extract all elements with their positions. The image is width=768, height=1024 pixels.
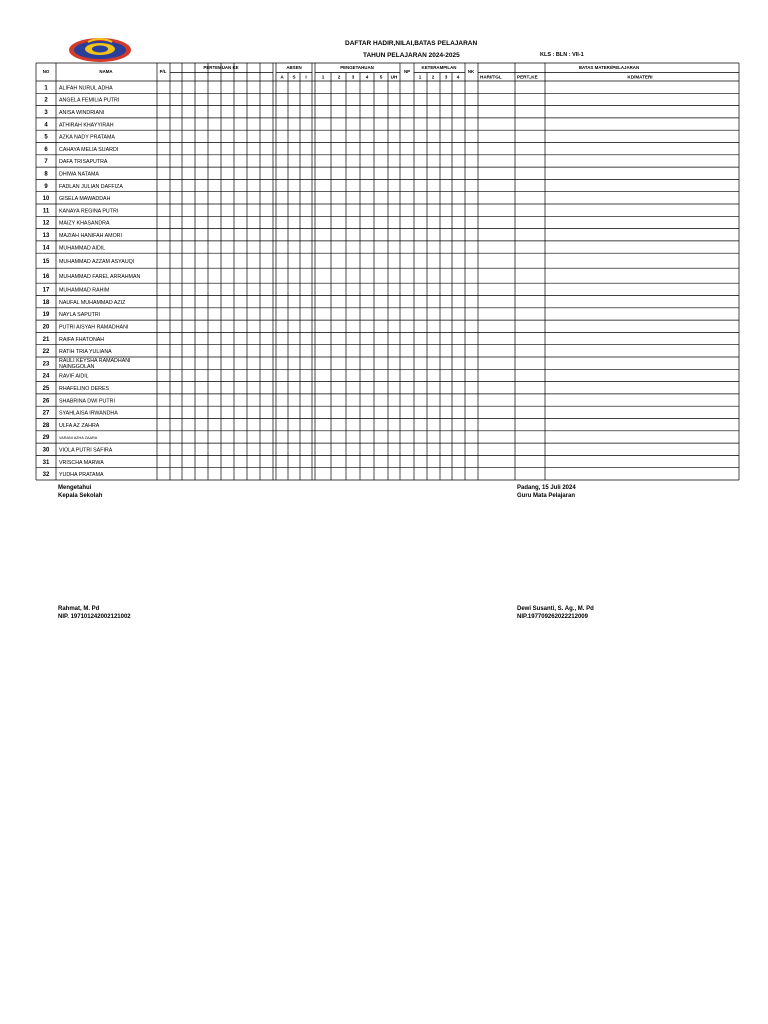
student-name: CAHAYA MELIA SUARDI [59, 146, 119, 153]
student-no: 11 [42, 208, 50, 215]
student-no: 5 [44, 134, 48, 141]
document-title: DAFTAR HADIR,NILAI,BATAS PELAJARAN [345, 40, 478, 47]
batas-sub-pertemuan: PERT.,KE [517, 74, 538, 80]
student-name: ATHIRAH KHAYYIRAH [59, 122, 114, 129]
pengetahuan-sub-label: 4 [365, 74, 369, 80]
header-pl: P/L [159, 69, 167, 74]
absen-sub-label: S [292, 74, 296, 80]
header-nk: NK [467, 69, 475, 74]
academic-year: TAHUN PELAJARAN 2024-2025 [363, 52, 460, 59]
student-no: 24 [42, 373, 50, 380]
pengetahuan-sub-label: 3 [351, 74, 355, 80]
principal-nip: NIP. 197101242002121002 [58, 613, 131, 620]
student-no: 15 [42, 258, 50, 265]
student-no: 23 [42, 361, 50, 368]
student-name: RAVIF AIDIL [59, 373, 89, 380]
student-name: AZKA NADY PRATAMA [59, 134, 115, 141]
header-absen: ABSEN [286, 65, 302, 70]
pengetahuan-sub-label: 1 [321, 74, 325, 80]
student-name: RAIFA FHATONAH [59, 336, 105, 343]
absen-sub-label: I [305, 74, 307, 80]
header-pengetahuan: PENGETAHUAN [340, 65, 374, 70]
header-nama: NAMA [99, 69, 113, 74]
pengetahuan-sub-label: 5 [379, 74, 383, 80]
student-no: 6 [44, 146, 48, 153]
place-date: Padang, 15 Juli 2024 [517, 485, 576, 491]
student-no: 22 [42, 349, 50, 356]
student-name: MUHAMMAD FAREL ARRAHMAN [59, 273, 141, 280]
student-name: VARANI AZHA ZAARA [59, 436, 98, 441]
student-name: PUTRI AISYAH RAMADHANI [59, 324, 129, 331]
student-name: ANISA WINDRIANI [59, 109, 105, 116]
student-no: 27 [42, 410, 50, 417]
student-name: RHAFELINO DERES [59, 385, 110, 392]
student-no: 16 [42, 273, 50, 280]
student-no: 13 [42, 232, 50, 239]
student-no: 9 [44, 183, 48, 190]
header-no: NO [42, 69, 50, 74]
student-name: YUDHA PRATAMA [59, 472, 104, 479]
teacher-title: Guru Mata Pelajaran [517, 492, 576, 499]
header-batas: BATAS MATERI/PELAJARAN [578, 65, 640, 70]
student-name: MUHAMMAD RAHIM [59, 287, 110, 294]
header-keterampilan: KETERAMPILAN [421, 65, 457, 70]
student-name: ANGELA FEMILIA PUTRI [59, 97, 120, 104]
student-name: GISELA MAWADDAH [59, 196, 111, 203]
keterampilan-sub-label: 1 [418, 74, 422, 80]
student-no: 7 [44, 159, 48, 166]
student-name: DHIWA NATAMA [59, 171, 99, 178]
student-no: 14 [42, 245, 50, 252]
student-no: 31 [42, 459, 50, 466]
student-no: 21 [42, 336, 50, 343]
student-name: RAULI KEYSHA RAMADHANI [59, 358, 131, 364]
student-name: VRISCHA MARWA [59, 459, 104, 466]
header-pertemuan: PERTEMUAN KE [203, 65, 239, 70]
student-name: ALIFAH NURUL ADHA [59, 85, 113, 92]
student-no: 19 [42, 312, 50, 319]
student-name: FADLAN JULIAN DAFFIZA [59, 183, 123, 190]
student-name: ULFA AZ ZAHRA [59, 422, 100, 429]
principal-name: Rahmat, M. Pd [58, 606, 100, 612]
teacher-name: Dewi Susanti, S. Ag., M. Pd [517, 606, 594, 612]
student-name: KANAYA REGINA PUTRI [59, 208, 119, 215]
student-no: 8 [44, 171, 48, 178]
pengetahuan-sub-label: 2 [337, 74, 341, 80]
student-no: 18 [42, 299, 50, 306]
student-name: MUHAMMAD AZZAM ASYAUQI [59, 258, 135, 265]
student-no: 28 [42, 422, 50, 429]
keterampilan-sub-label: 4 [456, 74, 460, 80]
teacher-nip: NIP.197709262022212009 [517, 613, 588, 620]
student-name: NAYLA SAPUTRI [59, 312, 101, 319]
keterampilan-sub-label: 3 [444, 74, 448, 80]
student-name: NAINGGOLAN [59, 364, 95, 370]
attendance-grade-table [0, 0, 768, 500]
student-name: MAIZY KHASANDRA [59, 220, 110, 227]
batas-sub-hari: HARI/TGL [480, 74, 502, 80]
student-name: SHABRINA DWI PUTRI [59, 398, 115, 405]
student-no: 3 [44, 109, 48, 116]
keterampilan-sub-label: 2 [431, 74, 435, 80]
student-no: 30 [42, 447, 50, 454]
student-no: 25 [42, 385, 50, 392]
student-name: MUHAMMAD AIDIL [59, 245, 106, 252]
student-name: NAUFAL MUHAMMAD AZIZ [59, 299, 126, 306]
student-no: 4 [44, 122, 48, 129]
principal-title: Kepala Sekolah [58, 492, 103, 499]
header-np: NP [403, 69, 411, 74]
student-name: SYAHLAISA IRWANDHA [59, 410, 118, 417]
student-name: DAFA TRISAPUTRA [59, 159, 108, 166]
student-no: 20 [42, 324, 50, 331]
student-no: 2 [44, 97, 48, 104]
pengetahuan-sub-label: UH [390, 74, 398, 80]
student-no: 26 [42, 398, 50, 405]
student-no: 29 [42, 435, 50, 442]
student-no: 10 [42, 196, 50, 203]
student-no: 17 [42, 287, 50, 294]
student-name: MAZIAH HANIFAH AMORI [59, 232, 122, 239]
student-no: 12 [42, 220, 50, 227]
acknowledged-label: Mengetahui [58, 485, 92, 491]
student-no: 1 [44, 85, 48, 92]
student-no: 32 [42, 472, 50, 479]
absen-sub-label: A [280, 74, 284, 80]
student-name: RATIH TRIA YULIANA [59, 349, 112, 356]
student-name: VIOLA PUTRI SAFIRA [59, 447, 113, 454]
batas-sub-kd: KD/MATERI [627, 74, 653, 80]
class-label: KLS : BLN : VII-1 [540, 52, 584, 58]
